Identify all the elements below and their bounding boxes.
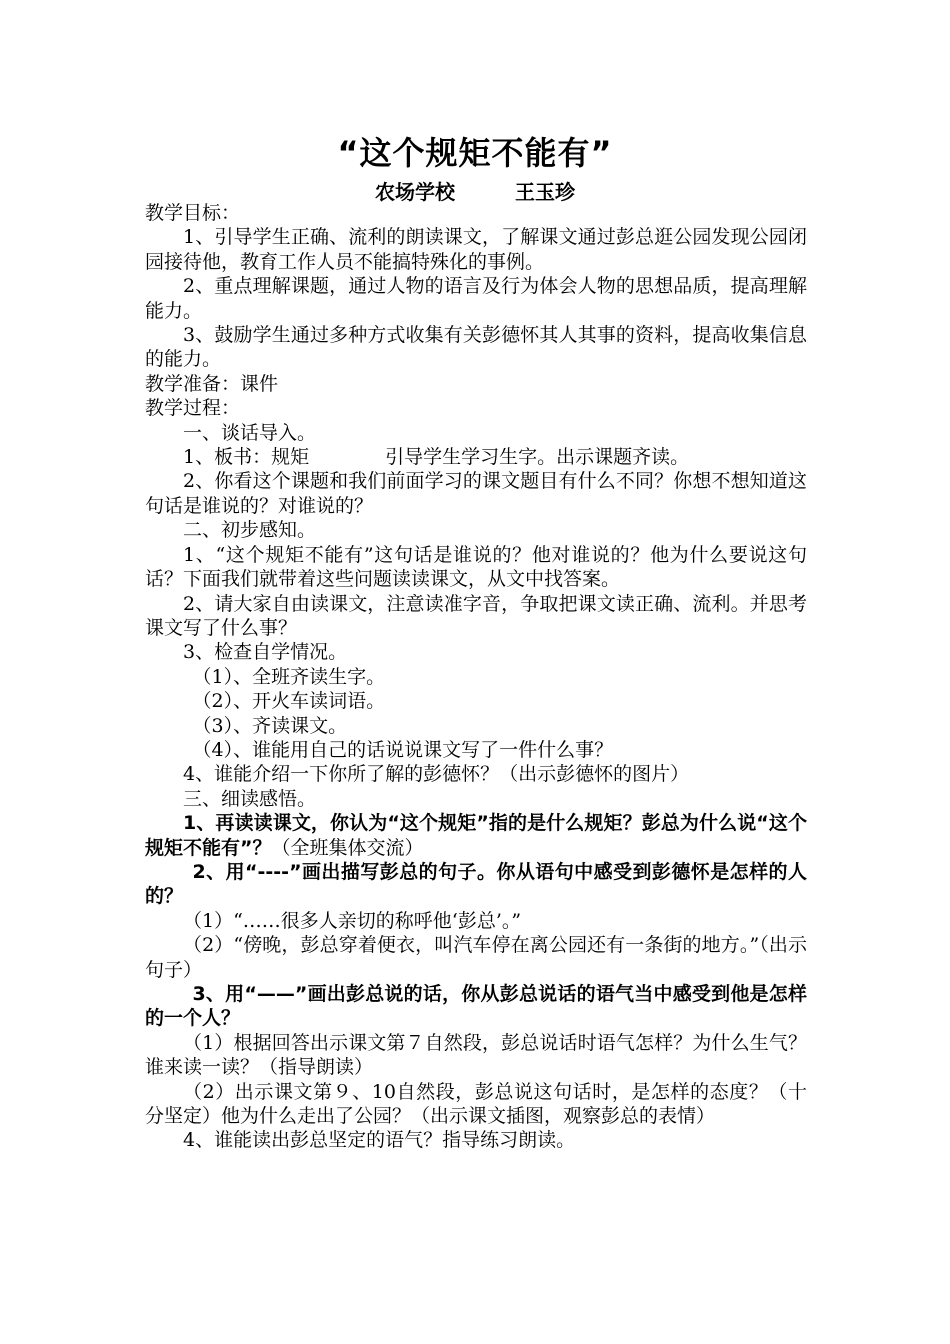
paragraph: 1、引导学生正确、流利的朗读课文，了解课文通过彭总逛公园发现公园闭园接待他，教育工作人员不能搞特殊化的事例。 (145, 226, 807, 273)
list-item: （2）出示课文第９、10自然段，彭总说这句话时，是怎样的态度？（十分坚定）他为什么走出了公园？（出示课文插图，观察彭总的表情） (145, 1080, 807, 1128)
paragraph: 一、谈话导入。 (183, 421, 317, 444)
list-item: （1）根据回答出示课文第７自然段，彭总说话时语气怎样？为什么生气？谁来读一读？（指导朗读） (145, 1031, 807, 1079)
paragraph: 3、检查自学情况。 (183, 641, 348, 664)
author-school: 农场学校 (375, 180, 455, 204)
paragraph: 4、谁能读出彭总坚定的语气？指导练习朗读。 (183, 1129, 576, 1152)
section-heading: 教学准备：课件 (145, 372, 279, 395)
bold-paragraph (145, 811, 807, 860)
author-name: 王玉珍 (515, 180, 575, 204)
bold-paragraph: 3、用“——”画出彭总说的话，你从彭总说话的语气当中感受到他是怎样的一个人？ (145, 983, 807, 1030)
paragraph: 2、你看这个课题和我们前面学习的课文题目有什么不同？你想不想知道这句话是谁说的？对谁说的？ (145, 470, 807, 517)
section-heading: 教学过程： (145, 397, 241, 420)
list-item: （2）“傍晚，彭总穿着便衣，叫汽车停在离公园还有一条街的地方。”（出示句子） (145, 934, 807, 981)
paragraph: 3、鼓励学生通过多种方式收集有关彭德怀其人其事的资料，提高收集信息的能力。 (145, 324, 807, 371)
document-body (145, 201, 807, 1153)
list-item: （3）、齐读课文。 (192, 714, 348, 737)
bold-text: 1、再读读课文，你认为“这个规矩”指的是什么规矩？彭总为什么说“这个规矩不能有”？ (145, 812, 807, 859)
document-title: “这个规矩不能有” (337, 134, 613, 172)
paragraph: 二、初步感知。 (183, 519, 317, 542)
list-item: （1）“……很多人亲切的称呼他‘彭总’。” (183, 909, 522, 932)
paragraph: 4、谁能介绍一下你所了解的彭德怀？（出示彭德怀的图片） (183, 763, 690, 786)
note-text: （全班集体交流） (271, 836, 424, 859)
section-heading: 教学目标： (145, 202, 241, 224)
paragraph: 2、重点理解课题，通过人物的语言及行为体会人物的思想品质，提高理解能力。 (145, 275, 807, 322)
paragraph: 2、请大家自由读课文，注意读准字音，争取把课文读正确、流利。并思考课文写了什么事？ (145, 592, 807, 639)
bold-paragraph: 2、用“----”画出描写彭总的句子。你从语句中感受到彭德怀是怎样的人的？ (145, 860, 807, 908)
list-item: （1）、全班齐读生字。 (192, 665, 386, 688)
list-item: （2）、开火车读词语。 (192, 690, 386, 713)
paragraph: 1、“这个规矩不能有”这句话是谁说的？他对谁说的？他为什么要说这句话？下面我们就带着这些问题读读课文，从文中找答案。 (145, 543, 807, 591)
list-item: （4）、谁能用自己的话说说课文写了一件什么事？ (192, 738, 614, 761)
paragraph: 1、板书：规矩 引导学生学习生字。出示课题齐读。 (183, 446, 690, 469)
paragraph: 三、细读感悟。 (183, 787, 317, 810)
